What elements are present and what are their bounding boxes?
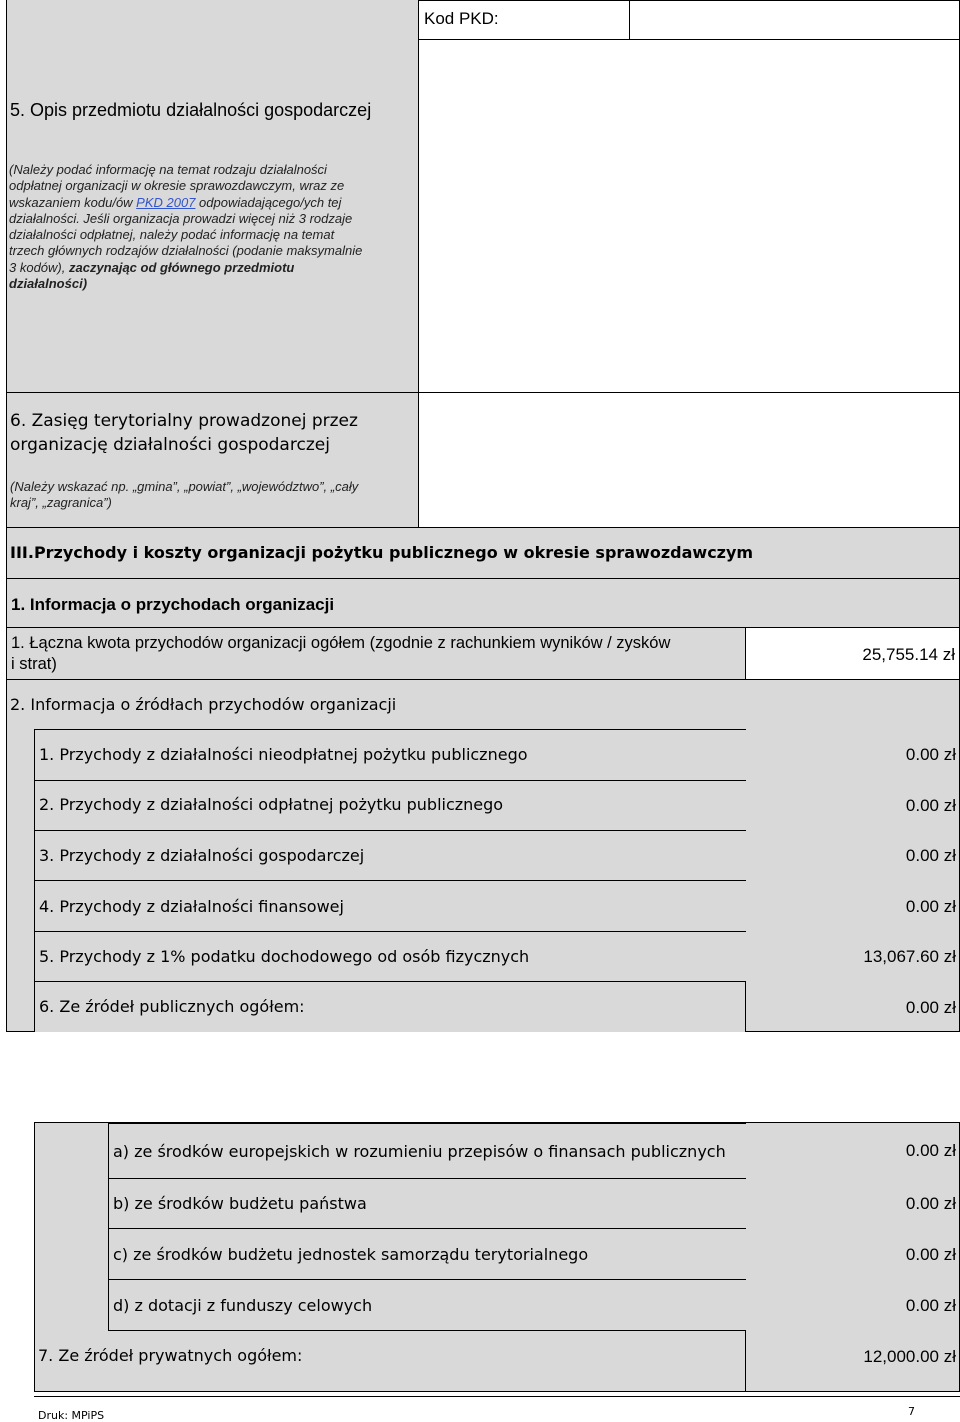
pkd-label-cell (418, 0, 630, 40)
section3-sub2-title: 2. Informacja o źródłach przychodów organizacji (10, 695, 397, 714)
source-label-cell (34, 729, 746, 781)
public-source-label: c) ze środków budżetu jednostek samorządu terytorialnego (113, 1245, 589, 1264)
public-source-label-cell (108, 1228, 746, 1280)
public-source-label-cell (108, 1279, 746, 1331)
source-value: 0.00 zł (905, 796, 956, 815)
section6-title-line2: organizację działalności gospodarczej (10, 435, 330, 455)
private-sources-label: 7. Ze źródeł prywatnych ogółem: (38, 1346, 303, 1365)
public-source-value: 0.00 zł (905, 1194, 956, 1213)
pkd-label: Kod PKD: (424, 9, 499, 28)
footer-divider (34, 1396, 960, 1397)
section3-sub2-header (6, 679, 960, 729)
public-source-label-cell (108, 1123, 746, 1179)
total-revenue-value: 25,755.14 zł (862, 645, 955, 664)
footer-print-label: Druk: MPiPS (38, 1409, 105, 1422)
source-value: 0.00 zł (905, 998, 956, 1017)
section5-value-field[interactable] (419, 40, 960, 392)
section5-note: (Należy podać informację na temat rodzaju działalności odpłatnej organizacji w okresie sprawozdawczym, wraz ze wskazaniem kodu/ów PKD 2007 odpowiadającego/ych tej działalności. Jeśli organizacja prowadzi więcej niż 3 rodzaje działalności odpłatnej, należy podać informację na temat trzech głównych rodzajów działalności (podanie maksymalnie 3 kodów), zaczynając od głównego przedmiotu działalności) (9, 162, 363, 292)
source-label: 6. Ze źródeł publicznych ogółem: (39, 997, 305, 1016)
pkd-value-field[interactable] (629, 0, 960, 40)
source-label: 2. Przychody z działalności odpłatnej pożytku publicznego (39, 795, 504, 814)
source-value: 13,067.60 zł (863, 947, 956, 966)
total-revenue-label-cell (6, 627, 746, 680)
source-label-cell (34, 830, 746, 881)
source-label-cell (34, 780, 746, 831)
total-revenue-label-line2: i strat) (11, 655, 57, 673)
section5-title: 5. Opis przedmiotu działalności gospodarczej (10, 100, 372, 120)
source-label: 1. Przychody z działalności nieodpłatnej pożytku publicznego (39, 745, 528, 764)
section3-header (6, 527, 960, 579)
source-label-cell (34, 931, 746, 982)
total-revenue-value-cell (745, 627, 960, 680)
private-sources-value: 12,000.00 zł (863, 1347, 956, 1366)
source-label: 5. Przychody z 1% podatku dochodowego od osób fizycznych (39, 947, 530, 966)
public-source-label: b) ze środków budżetu państwa (113, 1194, 367, 1213)
section6-note-line1: (Należy wskazać np. „gmina”, „powiat”, „województwo”, „cały (10, 479, 359, 494)
page-number: 7 (908, 1405, 915, 1418)
source-value: 0.00 zł (905, 897, 956, 916)
private-divider (745, 1330, 746, 1392)
section3-sub1-title: 1. Informacja o przychodach organizacji (11, 595, 335, 614)
section6-note-line2: kraj”, „zagranica”) (10, 495, 112, 510)
public-source-value: 0.00 zł (905, 1296, 956, 1315)
section3-sub1-header (6, 578, 960, 628)
public-source-label: d) z dotacji z funduszy celowych (113, 1296, 373, 1315)
section6-label-cell (6, 392, 419, 528)
source-label: 3. Przychody z działalności gospodarczej (39, 846, 365, 865)
section6-title-line1: 6. Zasięg terytorialny prowadzonej przez (10, 411, 358, 431)
public-source-value: 0.00 zł (905, 1245, 956, 1264)
section6-value-field[interactable] (418, 392, 960, 528)
pkd-2007-link[interactable]: PKD 2007 (136, 194, 196, 210)
source-value: 0.00 zł (905, 846, 956, 865)
source-label: 4. Przychody z działalności finansowej (39, 897, 344, 916)
public-source-label-cell (108, 1178, 746, 1229)
public-source-label: a) ze środków europejskich w rozumieniu przepisów o finansach publicznych (113, 1142, 726, 1161)
source-label-cell (34, 880, 746, 932)
section3-title: III.Przychody i koszty organizacji pożytku publicznego w okresie sprawozdawczym (10, 543, 754, 562)
public-source-value: 0.00 zł (905, 1141, 956, 1160)
total-revenue-label-line1: 1. Łączna kwota przychodów organizacji ogółem (zgodnie z rachunkiem wyników / zysków (11, 634, 671, 652)
source-value: 0.00 zł (905, 745, 956, 764)
source-label-cell (34, 981, 746, 1032)
